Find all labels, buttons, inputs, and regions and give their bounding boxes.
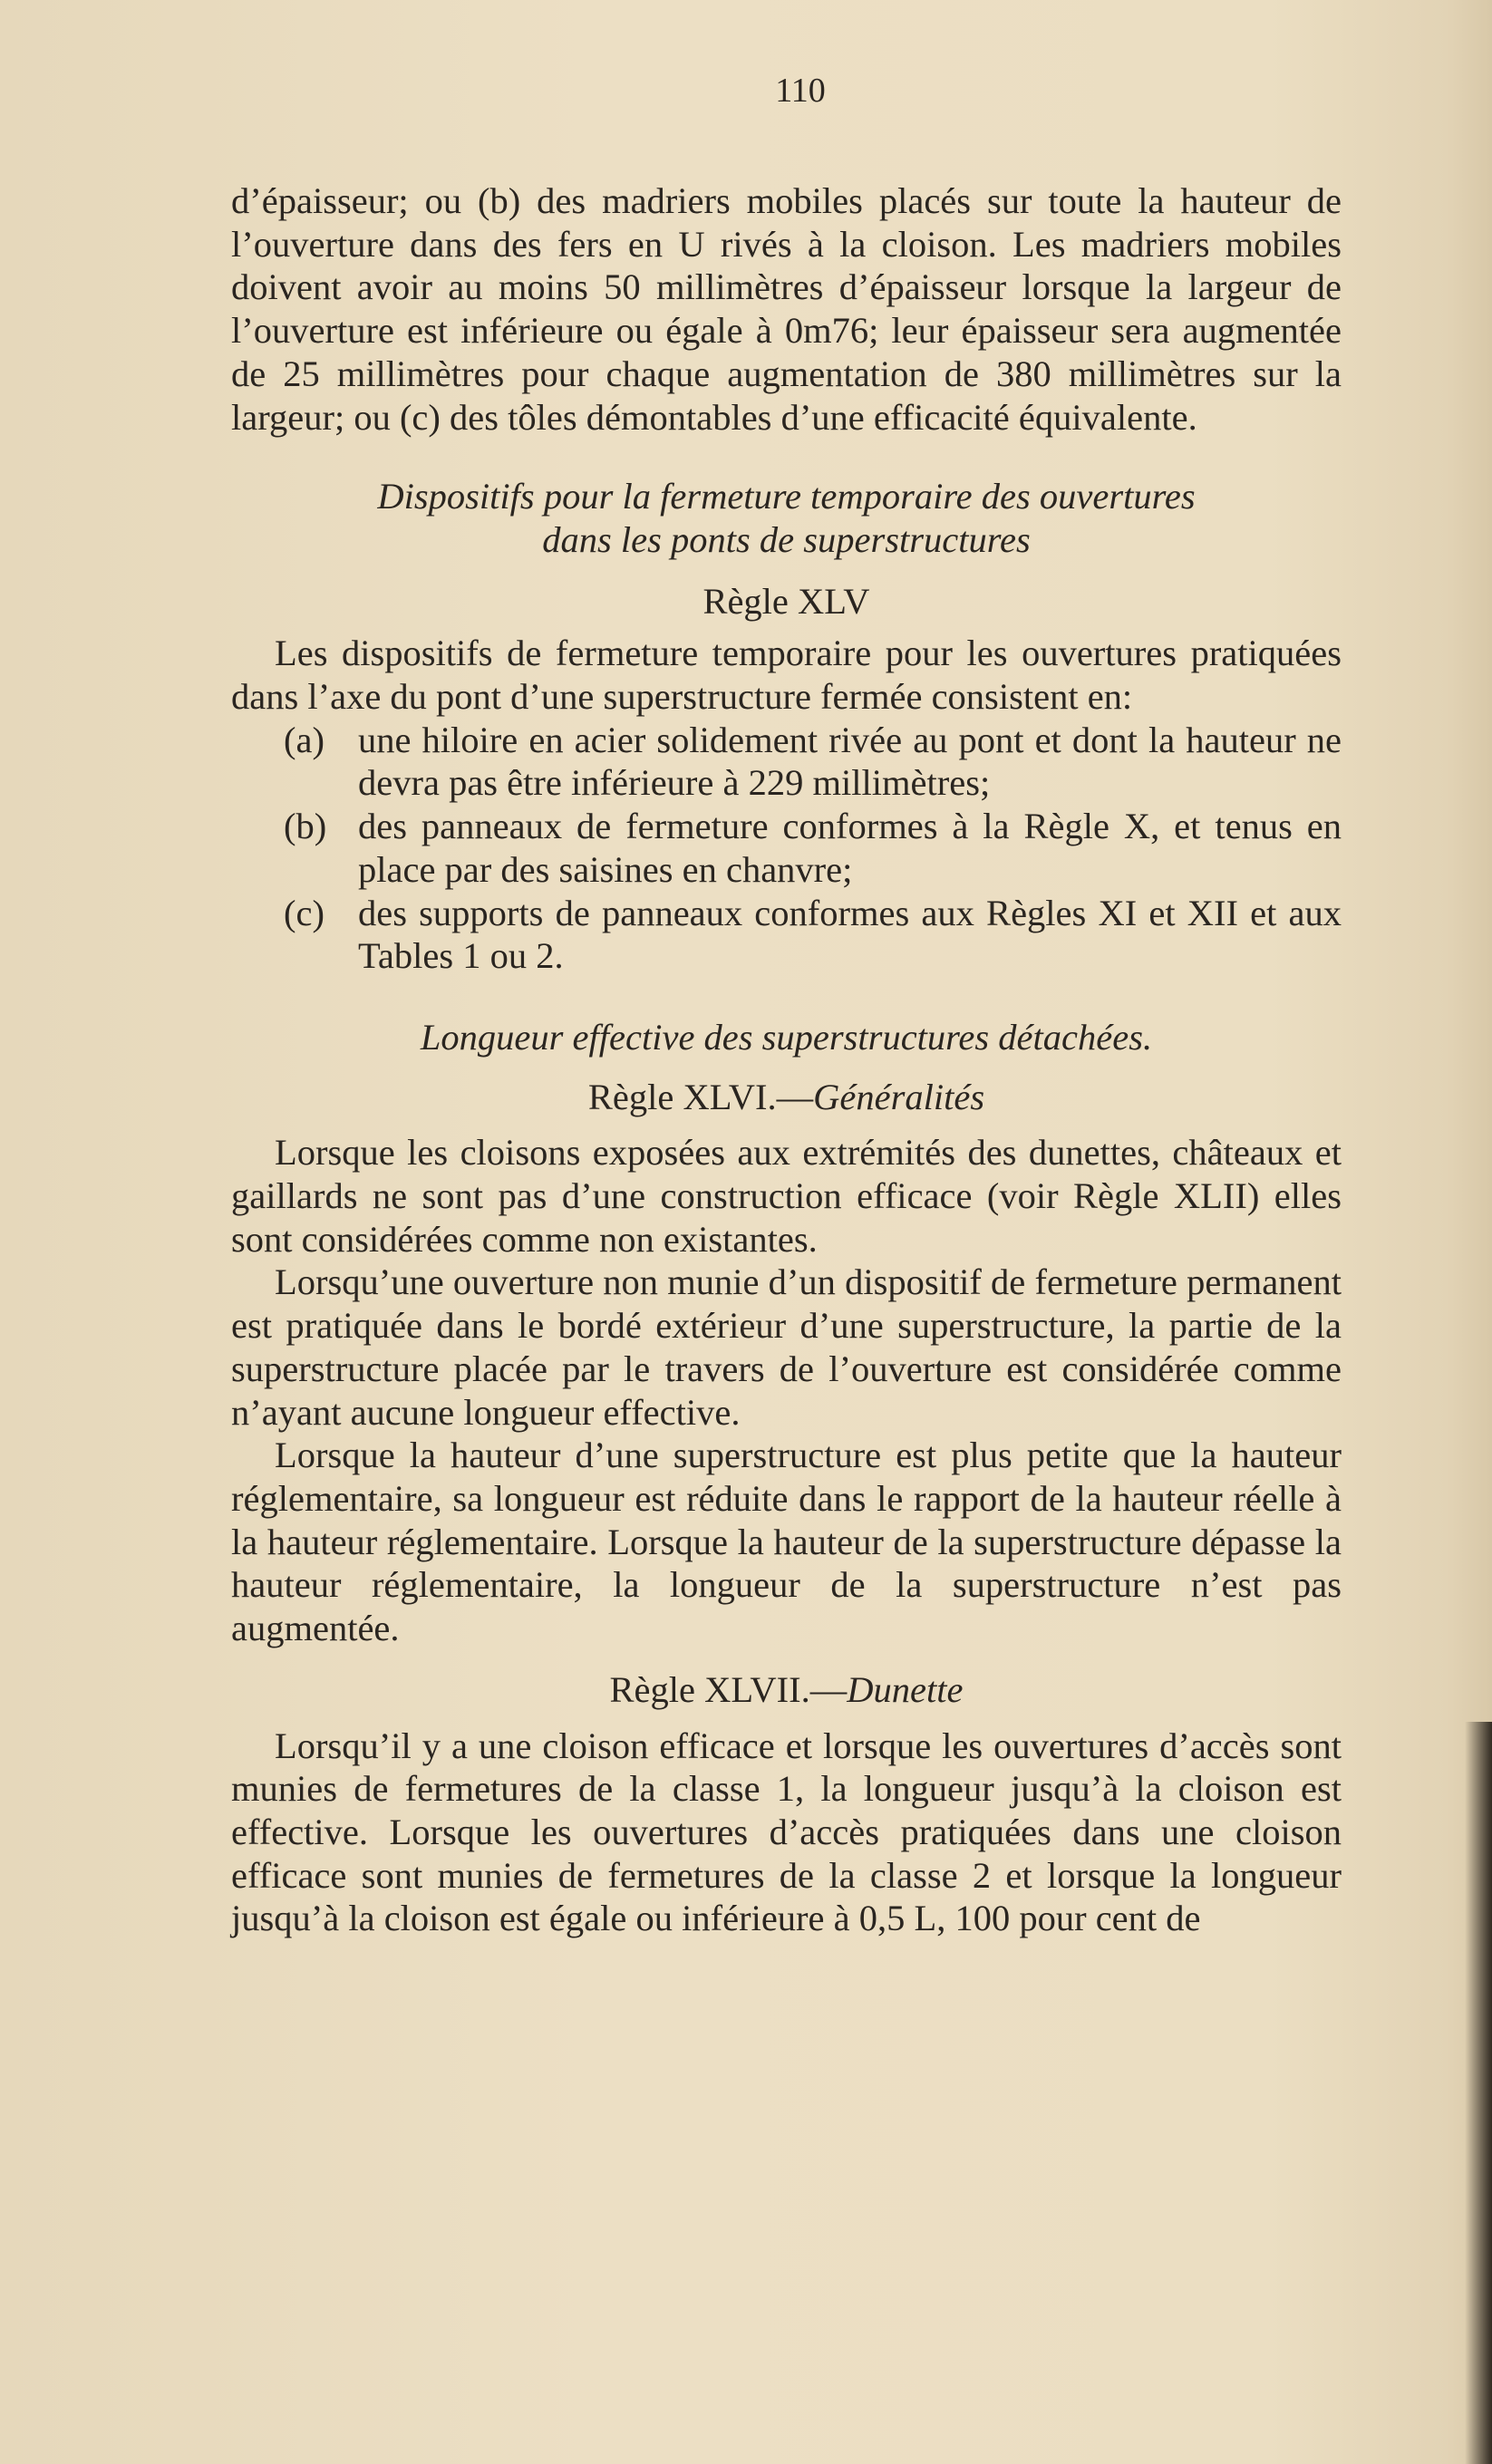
rule-xlv-list bbox=[284, 719, 1342, 978]
rule-xlvi-paragraph: Lorsqu’une ouverture non munie d’un dispositif de fermeture permanent est pratiquée dans le bordé extérieur d’une superstructure, la partie de la superstructure placée par le travers de l’ouverture est considérée comme n’ayant aucune longueur effective. bbox=[231, 1261, 1342, 1433]
rule-xlvii-paragraph: Lorsqu’il y a une cloison efficace et lorsque les ouvertures d’accès sont munies de fermetures de la classe 1, la longueur jusqu’à la cloison est effective. Lorsque les ouvertures d’accès pratiquées dans une cloison efficace sont munies de fermetures de la classe 2 et lorsque la longueur jusqu’à la cloison est égale ou inférieure à 0,5 L, 100 pour cent de bbox=[231, 1725, 1342, 1939]
section-heading-effective-length: Longueur effective des superstructures détachées. bbox=[420, 1016, 1153, 1058]
intro-paragraph: d’épaisseur; ou (b) des madriers mobiles placés sur toute la hauteur de l’ouverture dans des fers en U rivés à la cloison. Les madriers mobiles doivent avoir au moins 50 millimètres d’épaisseur lorsque la largeur de l’ouverture est inférieure ou égale à 0m76; leur épaisseur sera augmentée de 25 millimètres pour chaque augmentation de 380 millimètres sur la largeur; ou (c) des tôles démontables d’une efficacité équivalente. bbox=[231, 180, 1342, 438]
rule-xlvi-paragraph: Lorsque la hauteur d’une superstructure est plus petite que la hauteur réglementaire, sa longueur est réduite dans le rapport de la hauteur réelle à la hauteur réglementaire. Lorsque la hauteur de la superstructure dépasse la hauteur réglementaire, la longueur de la superstructure n’est pas augmentée. bbox=[231, 1435, 1342, 1649]
page-edge-shadow bbox=[1465, 1722, 1492, 2464]
rule-xlvi-paragraph: Lorsque les cloisons exposées aux extrémités des dunettes, châteaux et gaillards ne sont pas d’une construction efficace (voir Règle XLII) elles sont considérées comme non existantes. bbox=[231, 1132, 1342, 1260]
list-item bbox=[284, 805, 1342, 891]
rule-number: Règle XLVI.— bbox=[587, 1076, 814, 1117]
section-heading-line: Dispositifs pour la fermeture temporaire des ouvertures bbox=[377, 476, 1196, 517]
rule-number: Règle XLVII.— bbox=[609, 1668, 848, 1710]
section-heading-temporary-closures bbox=[231, 475, 1342, 561]
rule-subtitle: Généralités bbox=[813, 1076, 985, 1117]
list-item-mark: (a) bbox=[284, 719, 325, 760]
list-item-mark: (b) bbox=[284, 806, 327, 847]
page-body bbox=[231, 179, 1342, 1940]
rule-xlv-lead: Les dispositifs de fermeture temporaire pour les ouvertures pratiquées dans l’axe du pont d’une superstructure fermée consistent en: bbox=[231, 633, 1342, 718]
list-item-text: une hiloire en acier solidement rivée au pont et dont la hauteur ne devra pas être inférieure à 229 millimètres; bbox=[358, 719, 1342, 804]
rule-subtitle: Dunette bbox=[847, 1668, 964, 1710]
list-item bbox=[284, 719, 1342, 805]
list-item-text: des panneaux de fermeture conformes à la Règle X, et tenus en place par des saisines en chanvre; bbox=[358, 806, 1342, 890]
list-item bbox=[284, 892, 1342, 978]
rule-heading-xlvii bbox=[231, 1668, 1342, 1712]
rule-heading-xlvi bbox=[231, 1076, 1342, 1119]
rule-heading-xlv: Règle XLV bbox=[702, 580, 870, 622]
list-item-mark: (c) bbox=[284, 892, 325, 933]
section-heading-line: dans les ponts de superstructures bbox=[542, 518, 1031, 560]
page-number: 110 bbox=[775, 72, 826, 110]
list-item-text: des supports de panneaux conformes aux Règles XI et XII et aux Tables 1 ou 2. bbox=[358, 892, 1342, 977]
